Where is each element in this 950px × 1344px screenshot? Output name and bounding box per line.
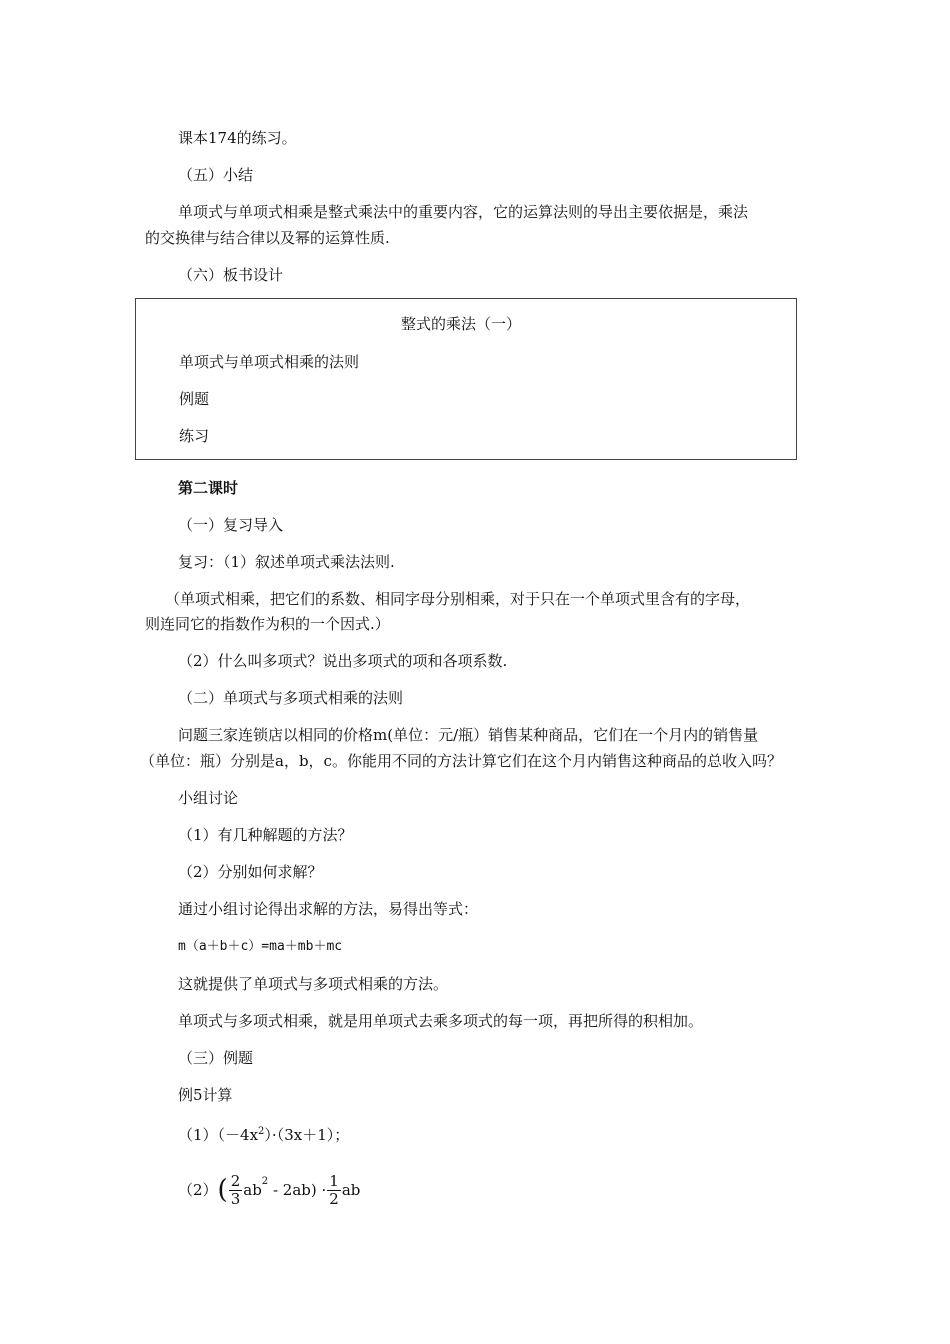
heading-review: （一）复习导入 bbox=[178, 516, 284, 534]
group-discussion: 小组讨论 bbox=[178, 789, 239, 807]
example5-label: 例5计算 bbox=[178, 1086, 233, 1104]
heading-rule: （二）单项式与多项式相乘的法则 bbox=[178, 689, 404, 707]
heading-examples: （三）例题 bbox=[178, 1049, 254, 1067]
review-q1: 复习：（1）叙述单项式乘法法则. bbox=[178, 553, 395, 571]
discussion-result: 通过小组讨论得出求解的方法，易得出等式： bbox=[178, 900, 479, 918]
board-item-exercises: 练习 bbox=[179, 427, 210, 445]
board-item-rule: 单项式与单项式相乘的法则 bbox=[179, 353, 360, 371]
method-statement: 这就提供了单项式与多项式相乘的方法。 bbox=[178, 975, 449, 993]
problem-line1: 问题三家连锁店以相同的价格m(单位：元/瓶）销售某种商品，它们在一个月内的销售量 bbox=[178, 726, 759, 744]
heading-summary: （五）小结 bbox=[178, 166, 254, 184]
summary-paragraph-line1: 单项式与单项式相乘是整式乘法中的重要内容，它的运算法则的导出主要依据是，乘法 bbox=[178, 203, 749, 221]
rule-statement: 单项式与多项式相乘，就是用单项式去乘多项式的每一项，再把所得的积相加。 bbox=[178, 1012, 704, 1030]
fraction-two-thirds: $\frac{2}{3}$ bbox=[230, 1171, 241, 1208]
part2-label: （2） bbox=[178, 1181, 218, 1199]
heading-second-lesson: 第二课时 bbox=[178, 479, 239, 497]
part1-a: （1）（－4x bbox=[178, 1126, 259, 1144]
part2-rest: - 2ab) · bbox=[268, 1181, 327, 1199]
heading-board-design: （六）板书设计 bbox=[178, 266, 284, 284]
problem-line2: （单位：瓶）分别是a，b，c。你能用不同的方法计算它们在这个月内销售这种商品的总收入吗？ bbox=[140, 752, 782, 770]
board-design-box bbox=[135, 298, 797, 460]
open-paren: ( bbox=[217, 1175, 228, 1205]
discussion-q1: （1）有几种解题的方法？ bbox=[178, 826, 353, 844]
part1-b: ）·（3x＋1）； bbox=[264, 1126, 350, 1144]
part1-exp: 2 bbox=[258, 1126, 265, 1137]
board-item-examples: 例题 bbox=[179, 390, 210, 408]
example5-part1 bbox=[178, 1122, 349, 1145]
review-answer-line2: 则连同它的指数作为积的一个因式.） bbox=[145, 615, 390, 633]
part2-end: ab bbox=[341, 1181, 361, 1199]
example5-part2 bbox=[178, 1160, 361, 1208]
line-textbook-exercise: 课本174的练习。 bbox=[178, 129, 297, 147]
review-answer-line1: （单项式相乘，把它们的系数、相同字母分别相乘，对于只在一个单项式里含有的字母， bbox=[165, 590, 751, 608]
part2-ab: ab bbox=[243, 1181, 262, 1199]
board-title: 整式的乘法（一） bbox=[401, 315, 522, 333]
equation: m（a＋b＋c）=ma＋mb＋mc bbox=[178, 939, 343, 954]
discussion-q2: （2）分别如何求解？ bbox=[178, 863, 323, 881]
fraction-one-half: $\frac{1}{2}$ bbox=[329, 1171, 339, 1208]
review-q2: （2）什么叫多项式？说出多项式的项和各项系数. bbox=[178, 652, 508, 670]
part2-exp: 2 bbox=[261, 1176, 269, 1187]
summary-paragraph-line2: 的交换律与结合律以及幂的运算性质. bbox=[145, 229, 390, 247]
